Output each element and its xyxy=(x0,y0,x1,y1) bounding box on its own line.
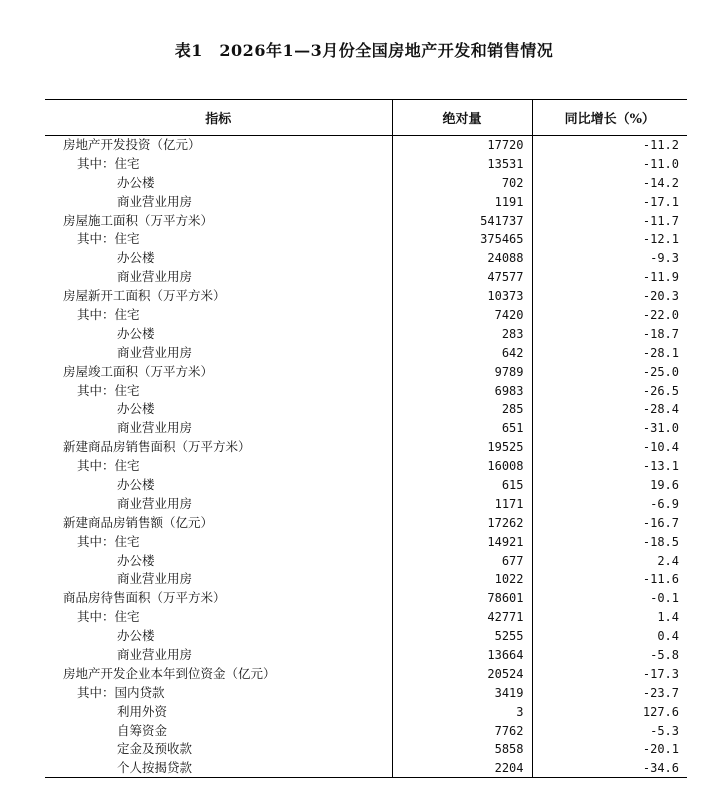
table-row xyxy=(45,419,687,438)
table-row xyxy=(45,230,687,249)
row-label: 房屋新开工面积（万平方米） xyxy=(63,288,226,304)
row-growth: -9.3 xyxy=(532,249,687,268)
row-label: 其中：住宅 xyxy=(77,306,140,322)
row-value: 24088 xyxy=(392,249,532,268)
row-value: 9789 xyxy=(392,362,532,381)
row-growth: -25.0 xyxy=(532,362,687,381)
row-growth: 127.6 xyxy=(532,702,687,721)
table-row xyxy=(45,759,687,778)
row-label: 其中：住宅 xyxy=(77,533,140,549)
table-row xyxy=(45,268,687,287)
table-row xyxy=(45,381,687,400)
table-row xyxy=(45,249,687,268)
row-value: 14921 xyxy=(392,532,532,551)
row-label: 新建商品房销售额（亿元） xyxy=(63,514,214,530)
table-row xyxy=(45,173,687,192)
row-value: 7762 xyxy=(392,721,532,740)
table-row xyxy=(45,287,687,306)
table-row xyxy=(45,627,687,646)
row-value: 375465 xyxy=(392,230,532,249)
table-row xyxy=(45,513,687,532)
row-value: 17262 xyxy=(392,513,532,532)
row-label: 其中：住宅 xyxy=(77,231,140,247)
table-row xyxy=(45,457,687,476)
row-growth: -11.9 xyxy=(532,268,687,287)
table-row xyxy=(45,551,687,570)
row-growth: -26.5 xyxy=(532,381,687,400)
row-value: 7420 xyxy=(392,306,532,325)
row-label: 商业营业用房 xyxy=(117,269,193,285)
table-row xyxy=(45,476,687,495)
row-value: 2204 xyxy=(392,759,532,778)
row-label: 商业营业用房 xyxy=(117,420,193,436)
row-label: 利用外资 xyxy=(117,703,168,719)
row-growth: -13.1 xyxy=(532,457,687,476)
row-label: 其中：住宅 xyxy=(77,458,140,474)
table-row xyxy=(45,400,687,419)
row-value: 1171 xyxy=(392,494,532,513)
table-row xyxy=(45,343,687,362)
table-row xyxy=(45,532,687,551)
row-label: 自筹资金 xyxy=(117,722,168,738)
table-row xyxy=(45,740,687,759)
header-yoy-growth: 同比增长（%） xyxy=(532,100,687,136)
row-value: 283 xyxy=(392,324,532,343)
table-body xyxy=(45,136,687,778)
row-value: 3 xyxy=(392,702,532,721)
row-value: 5255 xyxy=(392,627,532,646)
row-growth: -22.0 xyxy=(532,306,687,325)
row-label: 其中：住宅 xyxy=(77,382,140,398)
table-row xyxy=(45,702,687,721)
row-label: 办公楼 xyxy=(117,174,155,190)
row-growth: -28.4 xyxy=(532,400,687,419)
row-growth: 19.6 xyxy=(532,476,687,495)
row-value: 541737 xyxy=(392,211,532,230)
header-row xyxy=(45,100,687,136)
row-label: 办公楼 xyxy=(117,628,155,644)
row-value: 6983 xyxy=(392,381,532,400)
row-label: 办公楼 xyxy=(117,476,155,492)
row-growth: -5.8 xyxy=(532,646,687,665)
table-row xyxy=(45,324,687,343)
row-growth: -17.3 xyxy=(532,664,687,683)
row-value: 47577 xyxy=(392,268,532,287)
row-value: 1191 xyxy=(392,192,532,211)
row-growth: -23.7 xyxy=(532,683,687,702)
table-row xyxy=(45,192,687,211)
row-growth: -0.1 xyxy=(532,589,687,608)
row-growth: -17.1 xyxy=(532,192,687,211)
table-row xyxy=(45,646,687,665)
table-row xyxy=(45,154,687,173)
row-growth: -6.9 xyxy=(532,494,687,513)
row-value: 19525 xyxy=(392,438,532,457)
row-growth: -34.6 xyxy=(532,759,687,778)
table-row xyxy=(45,570,687,589)
row-growth: -11.6 xyxy=(532,570,687,589)
row-value: 1022 xyxy=(392,570,532,589)
table-row xyxy=(45,136,687,155)
table-row xyxy=(45,306,687,325)
row-growth: -20.3 xyxy=(532,287,687,306)
row-label: 房屋施工面积（万平方米） xyxy=(63,212,214,228)
row-value: 651 xyxy=(392,419,532,438)
row-value: 13531 xyxy=(392,154,532,173)
row-label: 办公楼 xyxy=(117,250,155,266)
row-growth: -14.2 xyxy=(532,173,687,192)
row-growth: -31.0 xyxy=(532,419,687,438)
row-value: 642 xyxy=(392,343,532,362)
row-label: 个人按揭贷款 xyxy=(45,759,392,778)
row-label: 办公楼 xyxy=(117,552,155,568)
row-growth: -16.7 xyxy=(532,513,687,532)
row-label: 房地产开发投资（亿元） xyxy=(63,137,201,153)
row-label: 商业营业用房 xyxy=(117,571,193,587)
row-value: 5858 xyxy=(392,740,532,759)
header-indicator: 指标 xyxy=(45,100,392,136)
row-label: 办公楼 xyxy=(117,401,155,417)
table-row xyxy=(45,664,687,683)
row-value: 677 xyxy=(392,551,532,570)
row-label: 商业营业用房 xyxy=(117,344,193,360)
row-growth: -18.5 xyxy=(532,532,687,551)
row-growth: -28.1 xyxy=(532,343,687,362)
row-value: 615 xyxy=(392,476,532,495)
row-label: 其中：住宅 xyxy=(77,155,140,171)
row-label: 定金及预收款 xyxy=(117,741,193,757)
row-label: 商业营业用房 xyxy=(117,495,193,511)
table-row xyxy=(45,608,687,627)
row-growth: -10.4 xyxy=(532,438,687,457)
table-row xyxy=(45,362,687,381)
row-growth: -20.1 xyxy=(532,740,687,759)
row-growth: -18.7 xyxy=(532,324,687,343)
row-label: 商品房待售面积（万平方米） xyxy=(63,590,226,606)
table-row xyxy=(45,438,687,457)
row-value: 20524 xyxy=(392,664,532,683)
row-value: 13664 xyxy=(392,646,532,665)
row-label: 其中：国内贷款 xyxy=(77,684,165,700)
data-table xyxy=(45,99,687,778)
table-row xyxy=(45,589,687,608)
row-growth: -11.7 xyxy=(532,211,687,230)
row-value: 78601 xyxy=(392,589,532,608)
row-growth: 0.4 xyxy=(532,627,687,646)
row-value: 42771 xyxy=(392,608,532,627)
row-growth: -11.2 xyxy=(532,136,687,155)
table-title: 表1 2026年1—3月份全国房地产开发和销售情况 xyxy=(174,41,554,60)
row-growth: 2.4 xyxy=(532,551,687,570)
table-row xyxy=(45,721,687,740)
table-row xyxy=(45,494,687,513)
row-label: 房地产开发企业本年到位资金（亿元） xyxy=(63,665,276,681)
row-label: 新建商品房销售面积（万平方米） xyxy=(63,439,251,455)
header-absolute-value: 绝对量 xyxy=(392,100,532,136)
table-row xyxy=(45,683,687,702)
row-label: 商业营业用房 xyxy=(117,646,193,662)
row-value: 3419 xyxy=(392,683,532,702)
row-value: 16008 xyxy=(392,457,532,476)
row-value: 10373 xyxy=(392,287,532,306)
row-value: 285 xyxy=(392,400,532,419)
row-label: 房屋竣工面积（万平方米） xyxy=(63,363,214,379)
row-growth: 1.4 xyxy=(532,608,687,627)
row-value: 17720 xyxy=(392,136,532,155)
row-label: 其中：住宅 xyxy=(77,609,140,625)
row-growth: -12.1 xyxy=(532,230,687,249)
row-label: 商业营业用房 xyxy=(117,193,193,209)
row-value: 702 xyxy=(392,173,532,192)
row-growth: -5.3 xyxy=(532,721,687,740)
row-growth: -11.0 xyxy=(532,154,687,173)
table-row xyxy=(45,211,687,230)
row-label: 办公楼 xyxy=(117,325,155,341)
